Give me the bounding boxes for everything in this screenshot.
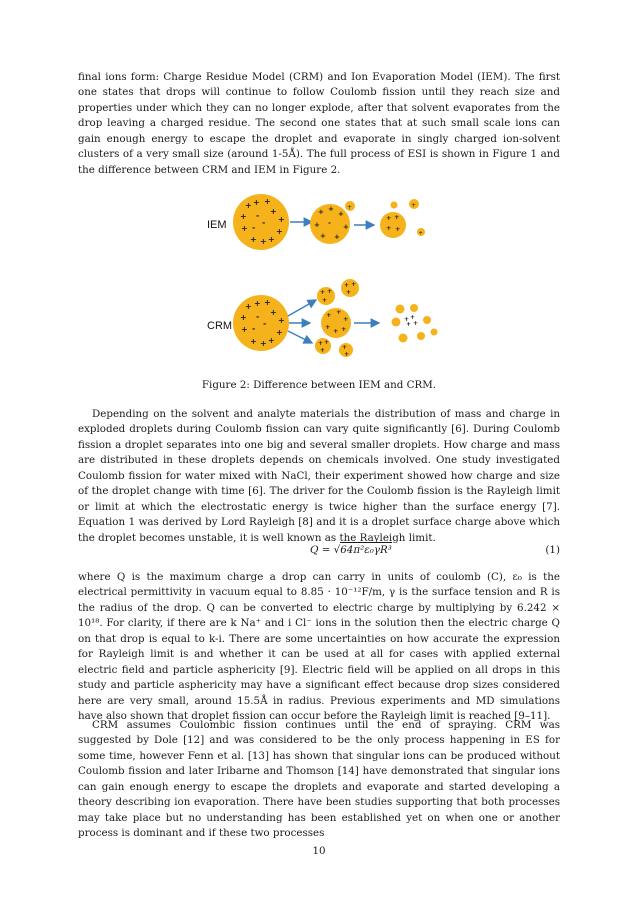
svg-text:+: + [270,207,277,216]
svg-text:+: + [253,198,260,207]
svg-text:-: - [252,324,256,333]
svg-text:-: - [262,218,266,227]
svg-text:+: + [250,337,257,346]
crm-residue-4 [423,316,431,324]
svg-text:+: + [334,233,340,241]
paragraph-ion-models [78,70,560,178]
svg-text:+: + [320,232,326,240]
svg-text:-: - [328,219,331,227]
svg-text:+: + [268,235,275,244]
svg-text:+: + [413,320,419,327]
crm-arrow-up [288,300,316,316]
svg-text:+: + [254,299,261,308]
svg-text:+: + [344,282,350,289]
equation-rayleigh [78,544,560,562]
svg-text:-: - [256,312,260,321]
paragraph-rayleigh-explanation [78,570,560,725]
svg-text:-: - [256,211,260,220]
paragraph-rayleigh-limit [78,407,560,546]
svg-text:+: + [343,315,349,323]
svg-text:+: + [260,237,267,246]
equation-body [310,544,392,556]
svg-text:+: + [386,214,392,222]
svg-text:+: + [245,201,252,210]
figure-iem-crm-diagram [200,192,440,370]
svg-text:+: + [342,344,348,351]
svg-text:+: + [395,225,401,233]
svg-text:+: + [240,212,247,221]
svg-text:+: + [278,215,285,224]
svg-text:+: + [386,224,392,232]
paragraph-rayleigh-explanation-text: where Q is the maximum charge a drop can carry in units of coulomb (C), ε₀ is the electrical permittivity in vacuum equal to 8.85 · 10⁻¹²F/m, γ is the surface tension and R is the radius of the drop. Q can be converted to electric charge by multiplying by 6.242 × 10¹⁸. For clarity, if there are k Na⁺ and i Cl⁻ ions in the solution then the electric charge Q on that drop is equal to k-i. There are some uncertainties on how accurate the expression for Rayleigh limit is and whether it can be used at all for cases with applied external electric field and particle asphericity [9]. Electric field will be applied on all drops in this study and particle asphericity may have a significant effect because drop sizes considered here are very small, around 15.5Å in radius. Previous experiments and MD simulations have also shown that droplet fission can occur before the Rayleigh limit is reached [9–11]. [78,571,560,723]
equation-number: (1) [545,544,560,556]
equation-equals: = [321,544,331,556]
crm-residue-charges [404,314,418,328]
svg-text:+: + [320,347,326,354]
equation-lhs: Q [310,544,319,556]
svg-text:+: + [318,340,324,347]
paragraph-rayleigh-limit-text: Depending on the solvent and analyte materials the distribution of mass and charge in exploded droplets during Coulomb fission can vary quite significantly [6]. During Coulomb fission a droplet separates into one big and several smaller droplets. How charge and mass are distributed in these droplets depends on chemicals involved. One study investigated Coulomb fission for water mixed with NaCl, their experiment showed how charge and size of the droplet change with time [6]. The driver for the Coulomb fission is the Rayleigh limit or limit at which the electrostatic energy is twice higher than the surface energy [7]. Equation 1 was derived by Lord Rayleigh [8] and it is a droplet surface charge above which the droplet becomes unstable, it is well known as the Rayleigh limit. [78,408,560,544]
svg-text:+: + [241,325,248,334]
svg-text:+: + [346,289,352,296]
crm-residue-2 [410,304,418,312]
svg-text:+: + [240,313,247,322]
figure-caption: Figure 2: Difference between IEM and CRM. [201,379,437,391]
svg-text:-: - [263,319,267,328]
svg-text:+: + [338,210,344,218]
svg-text:+: + [276,227,283,236]
svg-text:+: + [322,297,328,304]
svg-text:+: + [245,302,252,311]
svg-text:+: + [351,281,357,288]
svg-text:+: + [264,298,271,307]
crm-residue-5 [399,334,408,343]
svg-text:+: + [343,223,349,231]
svg-text:+: + [327,288,333,295]
svg-text:+: + [344,351,350,358]
svg-text:+: + [318,208,324,216]
crm-arrow-down [288,331,312,343]
svg-text:+: + [324,339,330,346]
svg-text:+: + [250,235,257,244]
figure-iem-crm [200,192,440,370]
svg-text:+: + [325,323,331,331]
iem-small-drop [380,212,406,238]
iem-label: IEM [207,219,227,231]
svg-text:+: + [326,311,332,319]
svg-text:+: + [268,336,275,345]
svg-text:+: + [270,308,277,317]
svg-text:+: + [406,321,412,328]
svg-text:-: - [252,223,256,232]
crm-label: CRM [207,320,233,332]
equation-sqrt: √ [333,544,341,556]
crm-residue-1 [396,305,405,314]
iem-ion-2 [391,202,398,209]
paragraph-crm-text: CRM assumes Coulombic fission continues until the end of spraying. CRM was suggested by Dole [12] and was considered to be the only process happening in ES for some time, however Fenn et al. [13] has shown that singular ions can be produced without Coulomb fission and later Iribarne and Thomson [14] have demonstrated that singular ions can gain enough energy to escape the droplets and evaporate and started developing a theory describing ion evaporation. There have been studies supporting that both processes may take place but no understanding has been established yet on when one or another process is dominant and if these two processes [78,719,560,840]
svg-text:+: + [328,205,334,213]
svg-text:+: + [241,224,248,233]
svg-text:+: + [333,327,339,335]
page-number: 10 [312,845,326,857]
paragraph-crm [78,718,560,842]
svg-text:+: + [276,328,283,337]
svg-text:+: + [411,202,417,209]
crm-residue-3 [392,318,401,327]
svg-text:+: + [418,230,424,237]
svg-text:+: + [264,197,271,206]
svg-text:+: + [394,213,400,221]
svg-text:+: + [260,339,267,348]
equation-radicand: 64π²ε₀γR³ [340,544,392,556]
svg-text:+: + [336,308,342,316]
svg-text:+: + [404,316,410,323]
svg-text:+: + [278,316,285,325]
svg-text:+: + [341,325,347,333]
svg-text:+: + [320,289,326,296]
svg-text:+: + [410,314,416,321]
svg-text:+: + [347,204,353,211]
paragraph-ion-models-text: final ions form: Charge Residue Model (CRM) and Ion Evaporation Model (IEM). The first one states that drops will continue to follow Coulomb fission until they reach size and properties under which they can no longer explode, after that solvent evaporates from the drop leaving a charged residue. The second one states that at such small scale ions can gain enough energy to escape the droplet and evaporate in singly charged ion-solvent clusters of a very small size (around 1-5Å). The full process of ESI is shown in Figure 1 and the difference between CRM and IEM in Figure 2. [78,71,560,176]
crm-residue-7 [431,329,438,336]
svg-text:+: + [314,221,320,229]
crm-residue-6 [417,332,425,340]
